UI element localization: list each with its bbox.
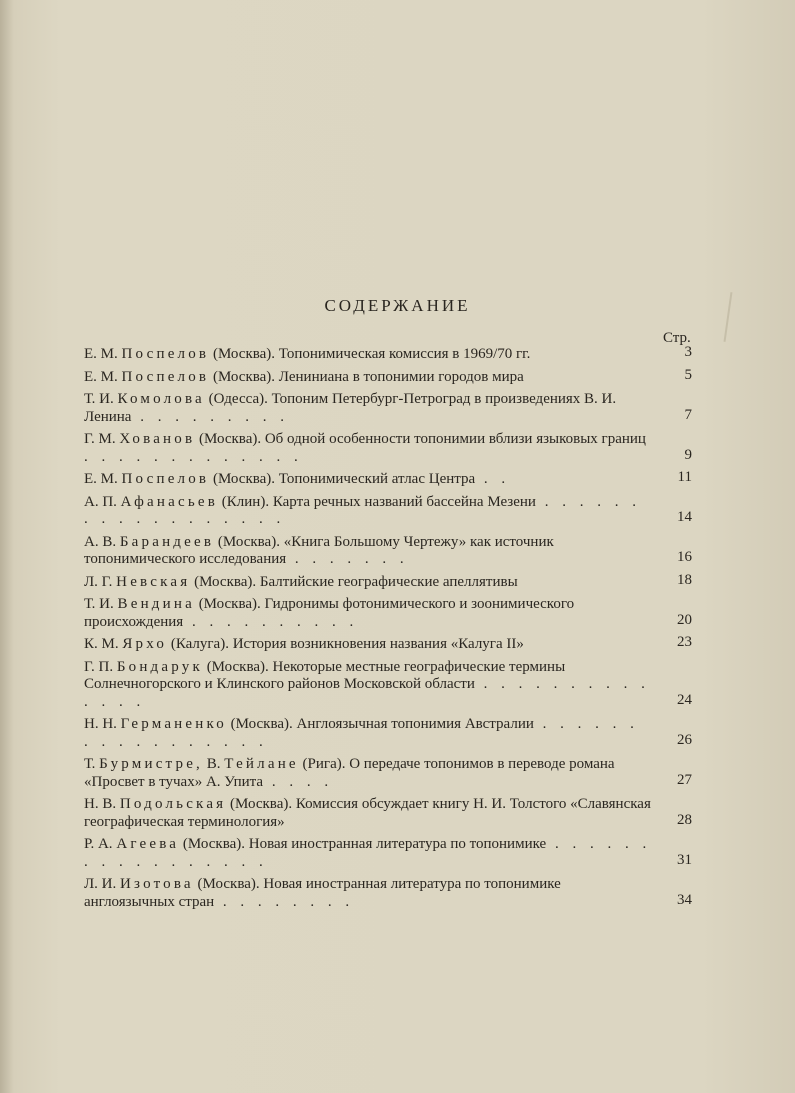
leader-dots: . . . . . . . . . . . . . . [84, 676, 650, 710]
leader-dots: . . . . . . . . . . . . . [84, 448, 303, 465]
table-of-contents [84, 346, 692, 916]
author-surname: Ярхо [122, 636, 168, 652]
toc-entry [84, 659, 692, 712]
author-initials: А. П. [84, 493, 117, 510]
entry-title: (Москва). Лениниана в топонимии городов мира [209, 368, 524, 385]
author-initials: К. М. [84, 636, 119, 652]
author-surname: Агеева [116, 836, 180, 852]
entry-title: (Москва). Об одной особенности топонимии вблизи языковых границ [195, 431, 646, 447]
author-initials: Т. И. [84, 391, 114, 407]
page-number: 26 [677, 731, 692, 748]
entry-title: (Москва). Комиссия обсуждает книгу Н. И. Толстого «Славянская географическая терминология» [84, 796, 651, 830]
page-number: 20 [677, 611, 692, 628]
author-surname: Бондарук [116, 658, 203, 675]
author-initials: Т. И. [84, 596, 114, 612]
author-surname: Изотова [120, 876, 194, 892]
leader-dots: . . . . . . . . . . . . . . . . . . [84, 493, 641, 527]
page-number: 28 [677, 811, 692, 828]
entry-title: (Москва). Гидронимы фотонимического и зоонимического происхождения [84, 596, 575, 630]
author-surname: Афанасьев [120, 493, 219, 510]
page-number: 5 [684, 366, 692, 383]
author-initials: Л. Г. [84, 573, 113, 590]
entry-title: (Москва). Некоторые местные географические термины Солнечногорского и Клинского районов Московской области [84, 658, 566, 692]
author-surname: Комолова [117, 391, 205, 407]
toc-entry [84, 796, 692, 831]
page-number: 14 [677, 509, 692, 525]
toc-entry [84, 716, 692, 751]
entry-title: (Москва). Новая иностранная литература по топонимике [179, 836, 547, 852]
author-initials: Г. М. [84, 431, 116, 447]
entry-title: (Москва). Англоязычная топонимия Австралии [226, 716, 534, 732]
author-surname: Поспелов [121, 471, 210, 487]
author-initials: А. В. [84, 533, 117, 550]
author-initials: Т. [84, 756, 96, 772]
leader-dots: . . . . . . . . . . [183, 613, 359, 630]
leader-dots: . . . . . . . . . . . . . . . . . [84, 836, 652, 870]
author-initials: Е. М. [84, 346, 118, 362]
leader-dots: . . . . . . . . . . . . . . . . . [84, 716, 639, 750]
leader-dots: . . [475, 471, 511, 487]
co-author-initials: В. [203, 756, 225, 772]
toc-entry [84, 494, 692, 529]
author-surname: Хованов [119, 431, 196, 447]
author-initials: Е. М. [84, 368, 118, 385]
toc-entry [84, 391, 692, 426]
author-surname: Поспелов [121, 346, 210, 362]
author-initials: Н. В. [84, 796, 117, 812]
author-initials: Г. П. [84, 658, 114, 675]
page-number: 34 [677, 891, 692, 908]
author-surname: Барандеев [119, 533, 215, 550]
page-number: 31 [677, 851, 692, 868]
author-surname: Поспелов [121, 368, 210, 385]
page-number: 27 [677, 771, 692, 788]
toc-entry [84, 876, 692, 911]
entry-title: (Москва). Топонимический атлас Центра [209, 471, 476, 487]
toc-entry [84, 836, 692, 871]
entry-title: (Одесса). Топоним Петербург-Петроград в произведениях В. И. Ленина [84, 391, 617, 425]
toc-entry [84, 596, 692, 631]
entry-title: (Клин). Карта речных названий бассейна Мезени [218, 493, 536, 510]
author-initials: Е. М. [84, 471, 118, 487]
entry-title: (Москва). Новая иностранная литература по топонимике англоязычных стран [84, 876, 561, 910]
leader-dots: . . . . . . . . . [131, 408, 289, 425]
toc-entry [84, 636, 692, 654]
page-number: 23 [677, 634, 692, 650]
toc-entry [84, 571, 692, 592]
entry-title: (Москва). «Книга Большому Чертежу» как источник топонимического исследования [84, 533, 554, 567]
author-surname: Подольская [119, 796, 227, 812]
page-number: 9 [684, 446, 692, 463]
page-number: 7 [684, 406, 692, 423]
page-number: 11 [677, 469, 692, 485]
toc-entry [84, 431, 692, 466]
entry-title: (Москва). Топонимическая комиссия в 1969/70 гг. [209, 346, 531, 362]
page-number: 18 [677, 571, 692, 588]
page-column-label: Стр. [663, 330, 691, 346]
page-number: 24 [677, 691, 692, 708]
toc-entry [84, 346, 692, 364]
author-surname: Бурмистре, [99, 756, 204, 772]
page-number: 16 [677, 549, 692, 565]
page-number: 3 [684, 344, 692, 360]
co-author-surname: Тейлане [224, 756, 299, 772]
toc-entry [84, 366, 692, 387]
toc-entry [84, 756, 692, 791]
author-initials: Н. Н. [84, 716, 117, 732]
entry-title: (Рига). О передаче топонимов в переводе романа «Просвет в тучах» А. Упита [84, 756, 615, 790]
leader-dots: . . . . [263, 773, 334, 790]
author-surname: Германенко [120, 716, 227, 732]
entry-title: (Калуга). История возникновения названия «Калуга II» [167, 636, 524, 652]
author-surname: Вендина [117, 596, 195, 612]
author-initials: Р. А. [84, 836, 113, 852]
author-initials: Л. И. [84, 876, 117, 892]
contents-title: СОДЕРЖАНИЕ [324, 296, 471, 315]
toc-entry [84, 471, 692, 489]
toc-entry [84, 534, 692, 569]
leader-dots: . . . . . . . . [214, 893, 355, 910]
author-surname: Невская [116, 573, 191, 590]
leader-dots: . . . . . . . [286, 551, 409, 567]
entry-title: (Москва). Балтийские географические апеллятивы [190, 573, 518, 590]
